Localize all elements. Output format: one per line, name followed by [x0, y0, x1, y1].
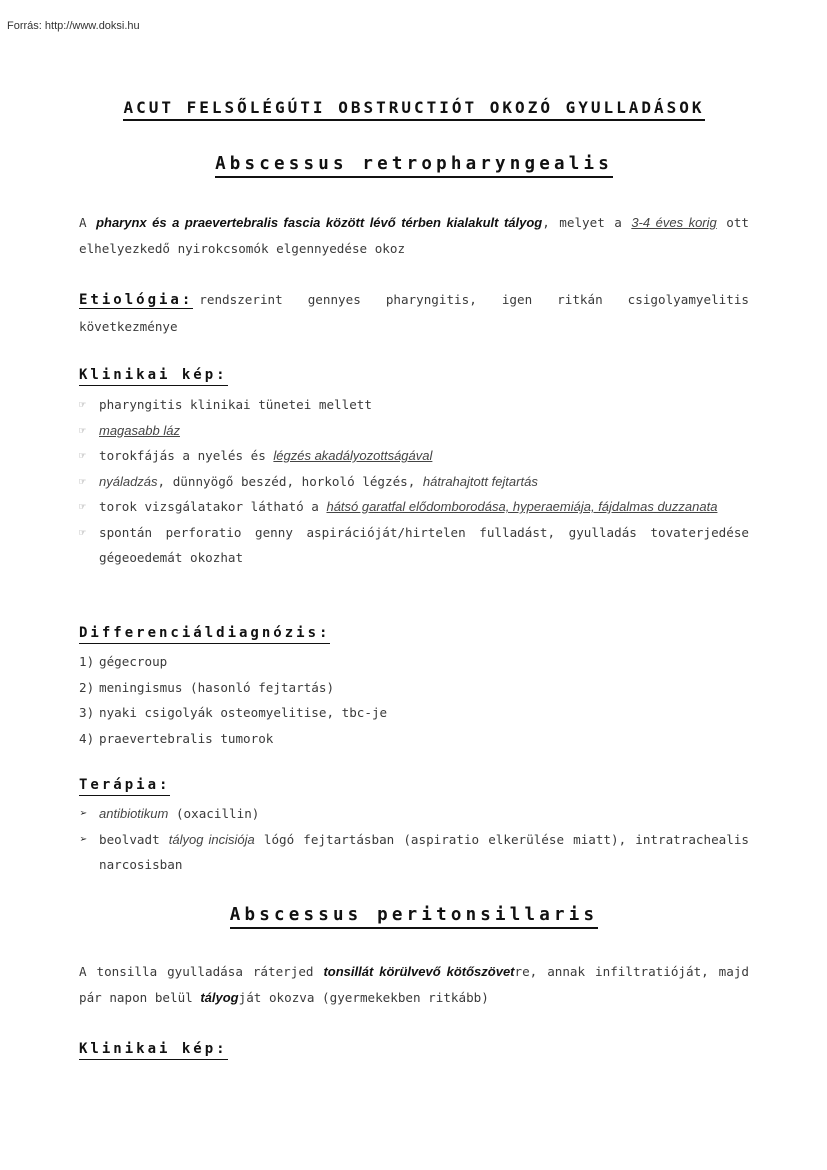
intro2-paragraph: [79, 959, 749, 1010]
item-text: gégecroup: [99, 654, 168, 669]
pointing-hand-icon: ☞: [79, 398, 86, 411]
intro-text: ját okozva (gyermekekben ritkább): [238, 989, 489, 1005]
item-number: 3): [79, 705, 95, 720]
item-text: torok vizsgálatakor látható a: [99, 499, 327, 514]
pointing-hand-icon: ☞: [79, 423, 86, 437]
list-item: [79, 494, 749, 520]
pointing-hand-icon: ☞: [79, 500, 86, 513]
intro-text: ott elhelyezkedő nyirokcsomók elgennyedése okoz: [79, 215, 749, 256]
list-item: [79, 469, 749, 495]
intro-text: A tonsilla gyulladása ráterjed: [79, 964, 324, 979]
etiology-heading: Etiológia:: [79, 292, 194, 308]
item-emphasis: hátrahajtott fejtartás: [422, 473, 538, 489]
item-emphasis: hátsó garatfal elődomborodása, hyperaemiája, fájdalmas duzzanata: [326, 499, 718, 514]
intro-age-emphasis: 3-4 éves korig: [631, 215, 717, 230]
list-item: [79, 801, 749, 827]
list-item: [79, 827, 749, 878]
item-text: (oxacillin): [168, 806, 260, 821]
item-emphasis: antibiotikum: [99, 806, 169, 821]
intro-text: , melyet a: [542, 215, 632, 230]
section-title-text: Abscessus retropharyngealis: [215, 154, 613, 178]
differential-heading: Differenciáldiagnózis:: [79, 624, 330, 644]
section-title-retropharyngealis: [79, 154, 749, 174]
item-emphasis: magasabb láz: [99, 422, 180, 438]
item-text: , dünnyögő beszéd, horkoló légzés,: [157, 473, 423, 489]
item-text: torokfájás a nyelés és: [99, 448, 274, 463]
list-item: [79, 418, 749, 444]
item-text: pharyngitis klinikai tünetei mellett: [99, 397, 372, 412]
differential-list: [79, 649, 749, 751]
etiology-paragraph: [79, 287, 749, 339]
item-text: spontán perforatio genny aspirációját/hirtelen fulladást, gyulladás tovaterjedése gégeoedemát okozhat: [99, 524, 749, 565]
list-item: [79, 675, 749, 701]
item-text: lógó fejtartásban (aspiratio elkerülése miatt), intratrachealis narcosisban: [99, 831, 749, 872]
arrow-bullet-icon: ➢: [80, 806, 88, 820]
document-title-text: ACUT FELSŐLÉGÚTI OBSTRUCTIÓT OKOZÓ GYULLADÁSOK: [123, 98, 704, 121]
intro-emphasis: tonsillát körülvevő kötőszövet: [323, 964, 515, 979]
section-title-peritonsillaris: [79, 905, 749, 925]
item-number: 2): [79, 679, 95, 695]
intro-emphasis: pharynx és a praevertebralis fascia között lévő térben kialakult tályog: [96, 215, 543, 230]
pointing-hand-icon: ☞: [79, 474, 86, 488]
list-item: [79, 649, 749, 675]
item-emphasis: nyáladzás: [99, 473, 158, 489]
pointing-hand-icon: ☞: [79, 449, 86, 462]
item-text: beolvadt: [99, 831, 169, 847]
etiology-text: rendszerint gennyes pharyngitis, igen ritkán csigolyamyelitis következménye: [79, 292, 749, 334]
intro-paragraph: [79, 210, 749, 261]
section-title-text: Abscessus peritonsillaris: [230, 905, 598, 929]
item-text: praevertebralis tumorok: [99, 730, 274, 746]
source-label: Forrás: http://www.doksi.hu: [7, 20, 140, 32]
list-item: [79, 726, 749, 752]
clinical-heading: Klinikai kép:: [79, 366, 228, 386]
list-item: [79, 392, 749, 418]
item-number: 4): [79, 730, 95, 746]
item-text: meningismus (hasonló fejtartás): [99, 679, 335, 695]
item-emphasis: légzés akadályozottságával: [273, 448, 433, 463]
arrow-bullet-icon: ➢: [80, 831, 88, 846]
list-item: [79, 700, 749, 726]
clinical-list: [79, 392, 749, 571]
therapy-heading: Terápia:: [79, 776, 170, 796]
item-emphasis: tályog incisiója: [168, 831, 255, 847]
list-item: [79, 520, 749, 571]
clinical-heading-2: Klinikai kép:: [79, 1040, 228, 1060]
list-item: [79, 443, 749, 469]
intro-text: A: [79, 215, 97, 230]
item-number: 1): [79, 654, 95, 669]
therapy-list: [79, 801, 749, 878]
item-text: nyaki csigolyák osteomyelitise, tbc-je: [99, 705, 388, 720]
pointing-hand-icon: ☞: [79, 525, 86, 539]
intro-emphasis: tályog: [200, 989, 239, 1005]
document-title: [79, 98, 749, 117]
intro-text: re, annak infiltratióját, majd pár napon belül: [79, 964, 750, 1005]
